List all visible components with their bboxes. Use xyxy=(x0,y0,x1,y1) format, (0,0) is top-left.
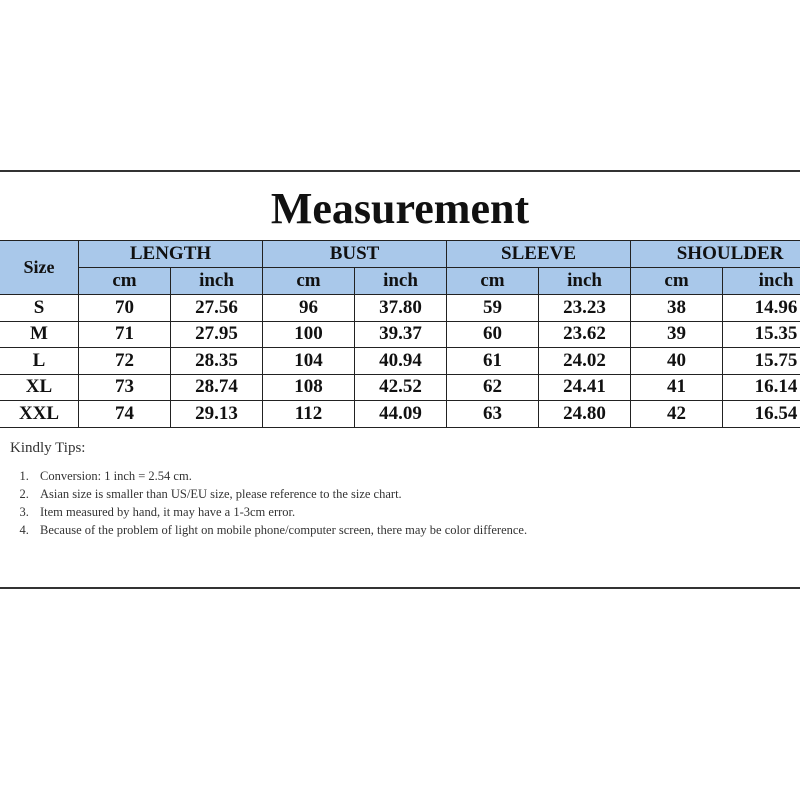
tip-item: 2. Asian size is smaller than US/EU size, please reference to the size chart. xyxy=(32,485,550,503)
table-cell: 16.14 xyxy=(723,374,800,401)
unit-header: cm xyxy=(447,268,539,295)
kindly-tips xyxy=(10,440,550,539)
table-cell: 24.02 xyxy=(539,348,631,375)
size-cell: XL xyxy=(0,374,79,401)
size-chart-table xyxy=(0,240,800,428)
unit-header: inch xyxy=(539,268,631,295)
table-cell: 15.75 xyxy=(723,348,800,375)
table-cell: 100 xyxy=(263,321,355,348)
unit-header: cm xyxy=(631,268,723,295)
table-cell: 39.37 xyxy=(355,321,447,348)
table-cell: 27.95 xyxy=(171,321,263,348)
table-cell: 40.94 xyxy=(355,348,447,375)
unit-header-row xyxy=(0,268,800,295)
table-cell: 27.56 xyxy=(171,295,263,322)
table-cell: 72 xyxy=(79,348,171,375)
table-row xyxy=(0,401,800,428)
size-cell: XXL xyxy=(0,401,79,428)
tip-item: 3. Item measured by hand, it may have a 1-3cm error. xyxy=(32,503,550,521)
table-cell: 14.96 xyxy=(723,295,800,322)
size-cell: L xyxy=(0,348,79,375)
table-cell: 40 xyxy=(631,348,723,375)
table-cell: 23.23 xyxy=(539,295,631,322)
table-cell: 23.62 xyxy=(539,321,631,348)
table-cell: 44.09 xyxy=(355,401,447,428)
table-row xyxy=(0,348,800,375)
table-cell: 74 xyxy=(79,401,171,428)
table-cell: 28.74 xyxy=(171,374,263,401)
table-cell: 16.54 xyxy=(723,401,800,428)
table-cell: 60 xyxy=(447,321,539,348)
table-cell: 71 xyxy=(79,321,171,348)
tip-item: 1. Conversion: 1 inch = 2.54 cm. xyxy=(32,467,550,485)
group-header-sleeve: SLEEVE xyxy=(447,241,631,268)
unit-header: cm xyxy=(263,268,355,295)
unit-header: inch xyxy=(723,268,800,295)
table-cell: 37.80 xyxy=(355,295,447,322)
table-cell: 29.13 xyxy=(171,401,263,428)
unit-header: cm xyxy=(79,268,171,295)
table-cell: 104 xyxy=(263,348,355,375)
unit-header: inch xyxy=(355,268,447,295)
table-cell: 63 xyxy=(447,401,539,428)
tips-heading: Kindly Tips: xyxy=(10,440,86,456)
group-header-shoulder: SHOULDER xyxy=(631,241,800,268)
table-cell: 73 xyxy=(79,374,171,401)
table-row xyxy=(0,295,800,322)
group-header-row xyxy=(0,241,800,268)
table-cell: 15.35 xyxy=(723,321,800,348)
tips-list xyxy=(10,467,550,539)
table-cell: 39 xyxy=(631,321,723,348)
group-header-bust: BUST xyxy=(263,241,447,268)
table-cell: 61 xyxy=(447,348,539,375)
table-cell: 24.80 xyxy=(539,401,631,428)
tip-item: 4. Because of the problem of light on mobile phone/computer screen, there may be color difference. xyxy=(32,521,550,539)
bottom-divider xyxy=(0,587,800,589)
table-cell: 28.35 xyxy=(171,348,263,375)
table-cell: 96 xyxy=(263,295,355,322)
unit-header: inch xyxy=(171,268,263,295)
table-row xyxy=(0,321,800,348)
top-divider xyxy=(0,170,800,172)
size-header: Size xyxy=(0,241,79,295)
table-cell: 59 xyxy=(447,295,539,322)
size-cell: S xyxy=(0,295,79,322)
table-cell: 70 xyxy=(79,295,171,322)
table-cell: 42 xyxy=(631,401,723,428)
table-cell: 41 xyxy=(631,374,723,401)
table-cell: 112 xyxy=(263,401,355,428)
table-cell: 62 xyxy=(447,374,539,401)
group-header-length: LENGTH xyxy=(79,241,263,268)
table-cell: 108 xyxy=(263,374,355,401)
table-cell: 42.52 xyxy=(355,374,447,401)
table-cell: 24.41 xyxy=(539,374,631,401)
table-row xyxy=(0,374,800,401)
page-title: Measurement xyxy=(270,184,530,233)
size-cell: M xyxy=(0,321,79,348)
table-cell: 38 xyxy=(631,295,723,322)
